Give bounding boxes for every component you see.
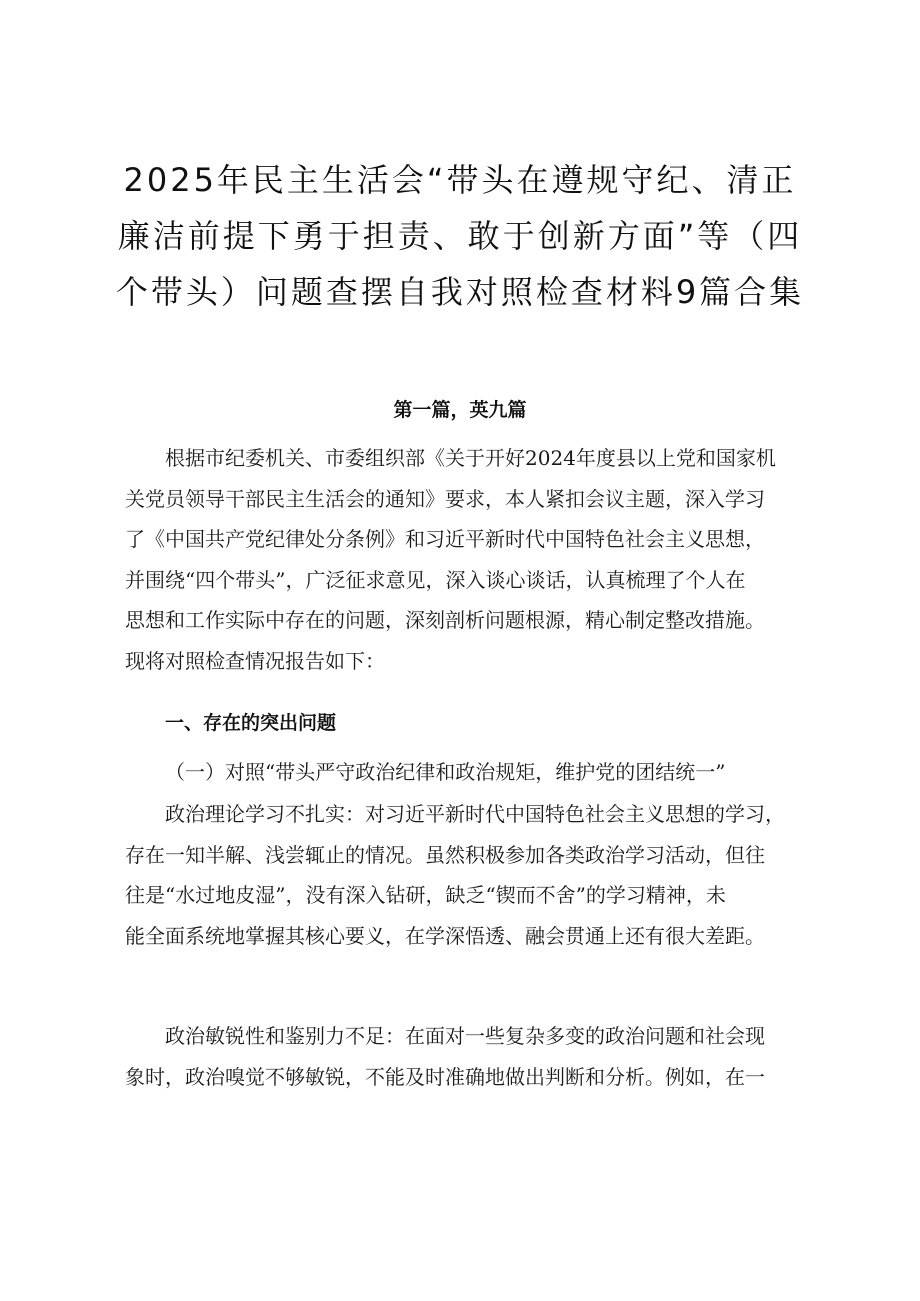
paragraph-line: 政治理论学习不扎实：对习近平新时代中国特色社会主义思想的学习， [165,802,785,826]
paragraph-line: 现将对照检查情况报告如下： [125,648,385,673]
paragraph-line: 存在一知半解、浅尝辄止的情况。虽然积极参加各类政治学习活动，但往 [125,842,765,867]
heading-existing-problems: 一、存在的突出问题 [165,712,337,734]
paragraph-line: 了《中国共产党纪律处分条例》和习近平新时代中国特色社会主义思想， [125,527,765,551]
paragraph-political-sensitivity [125,1016,805,1097]
intro-paragraph [125,438,805,681]
subheading-block [125,752,805,793]
subheading-political-discipline: （一）对照“带头严守政治纪律和政治规矩，维护党的团结统一” [165,760,726,784]
paragraph-line: 并围绕“四个带头”，广泛征求意见，深入谈心谈话，认真梳理了个人在 [125,567,746,592]
paragraph-line: 政治敏锐性和鉴别力不足：在面对一些复杂多变的政治问题和社会现 [165,1024,765,1048]
paragraph-line: 能全面系统地掌握其核心要义，在学深悟透、融会贯通上还有很大差距。 [125,923,765,948]
paragraph-line: 象时，政治嗅觉不够敏锐，不能及时准确地做出判断和分析。例如，在一 [125,1064,765,1089]
paragraph-line: 根据市纪委机关、市委组织部《关于开好2024年度县以上党和国家机 [165,446,776,470]
section-heading: 第一篇，英九篇 [393,399,527,421]
paragraph-line: 往是“水过地皮湿”，没有深入钻研，缺乏“锲而不舍”的学习精神，未 [125,883,726,907]
paragraph-theory-study [125,794,805,956]
paragraph-line: 关党员领导干部民主生活会的通知》要求，本人紧扣会议主题，深入学习 [125,486,765,511]
title-line: 个带头）问题查摆自我对照检查材料9篇合集 [115,273,805,311]
document-title [110,152,810,320]
title-line: 廉洁前提下勇于担责、敢于创新方面”等（四 [117,217,803,255]
paragraph-line: 思想和工作实际中存在的问题，深刻剖析问题根源，精心制定整改措施。 [125,608,765,632]
title-line: 2025年民主生活会“带头在遵规守纪、清正 [123,161,797,199]
